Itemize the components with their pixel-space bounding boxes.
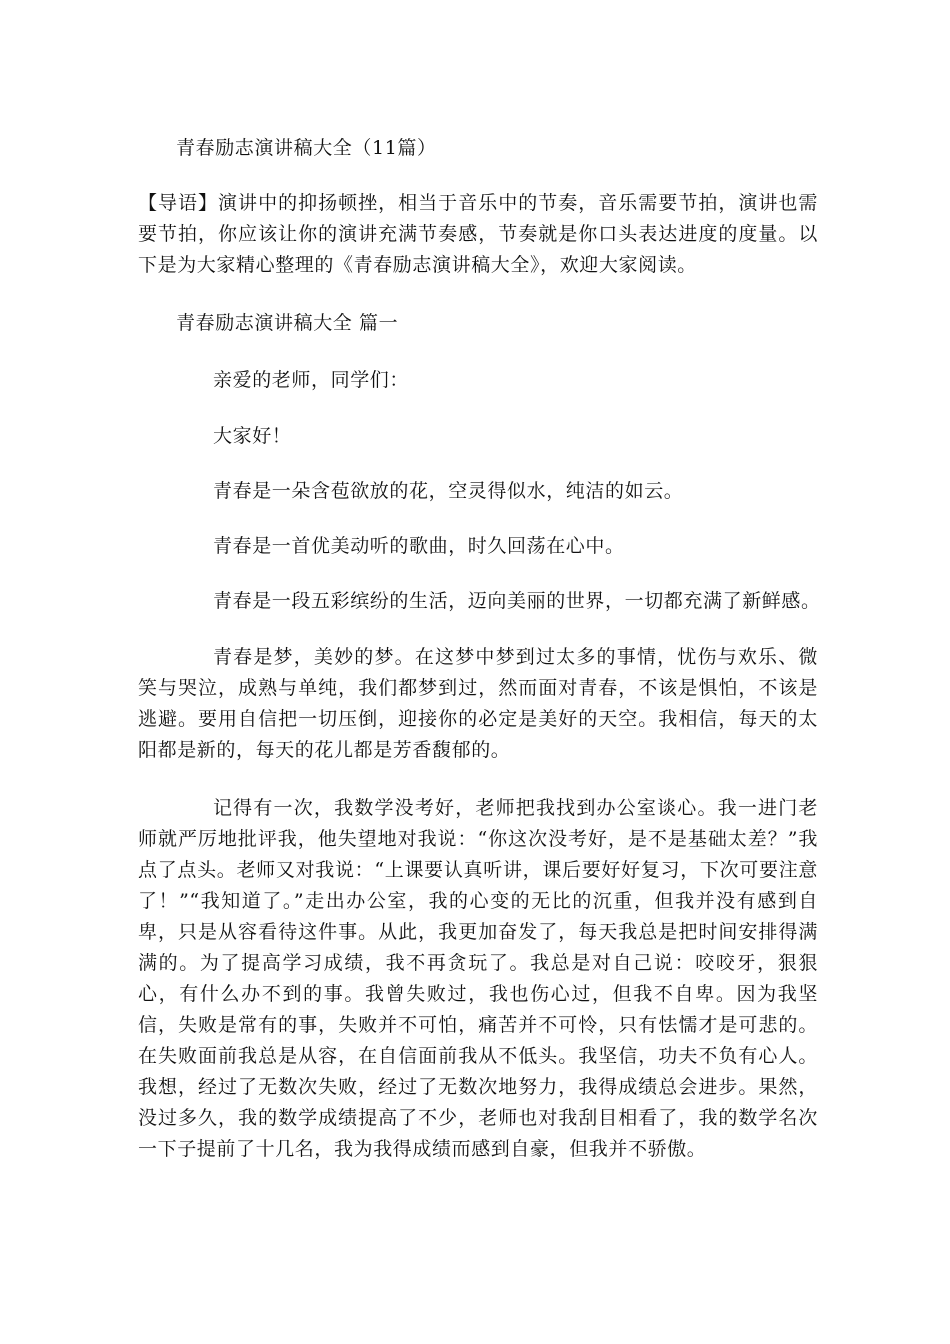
section-heading: 青春励志演讲稿大全 篇一 [176,312,399,334]
salutation: 亲爱的老师，同学们： [213,369,410,391]
document-title: 青春励志演讲稿大全（11篇） [176,137,437,159]
paragraph-2: 青春是一首优美动听的歌曲，时久回荡在心中。 [213,535,625,557]
paragraph-1: 青春是一朵含苞欲放的花，空灵得似水，纯洁的如云。 [213,480,684,502]
paragraph-3: 青春是一段五彩缤纷的生活，迈向美丽的世界，一切都充满了新鲜感。 [213,590,821,612]
paragraph-4: 青春是梦，美妙的梦。在这梦中梦到过太多的事情，忧伤与欢乐、微笑与哭泣，成熟与单纯，我们都梦到过，然而面对青春，不该是惧怕，不该是逃避。要用自信把一切压倒，迎接你的必定是美好的天空。我相信，每天的太阳都是新的，每天的花儿都是芳香馥郁的。 [138,646,818,761]
intro-paragraph: 【导语】演讲中的抑扬顿挫，相当于音乐中的节奏，音乐需要节拍，演讲也需要节拍，你应该让你的演讲充满节奏感，节奏就是你口头表达进度的度量。以下是为大家精心整理的《青春励志演讲稿大全》，欢迎大家阅读。 [138,192,818,276]
greeting: 大家好！ [213,425,292,447]
paragraph-5: 记得有一次，我数学没考好，老师把我找到办公室谈心。我一进门老师就严厉地批评我，他失望地对我说：“你这次没考好，是不是基础太差？”我点了点头。老师又对我说：“上课要认真听讲，课后要好好复习，下次可要注意了！”“我知道了。”走出办公室，我的心变的无比的沉重，但我并没有感到自卑，只是从容看待这件事。从此，我更加奋发了，每天我总是把时间安排得满满的。为了提高学习成绩，我不再贪玩了。我总是对自己说：咬咬牙，狠狠心，有什么办不到的事。我曾失败过，我也伤心过，但我不自卑。因为我坚信，失败是常有的事，失败并不可怕，痛苦并不可怜，只有怯懦才是可悲的。在失败面前我总是从容，在自信面前我从不低头。我坚信，功夫不负有心人。我想，经过了无数次失败，经过了无数次地努力，我得成绩总会进步。果然，没过多久，我的数学成绩提高了不少，老师也对我刮目相看了，我的数学名次一下子提前了十几名，我为我得成绩而感到自豪，但我并不骄傲。 [138,797,818,1160]
